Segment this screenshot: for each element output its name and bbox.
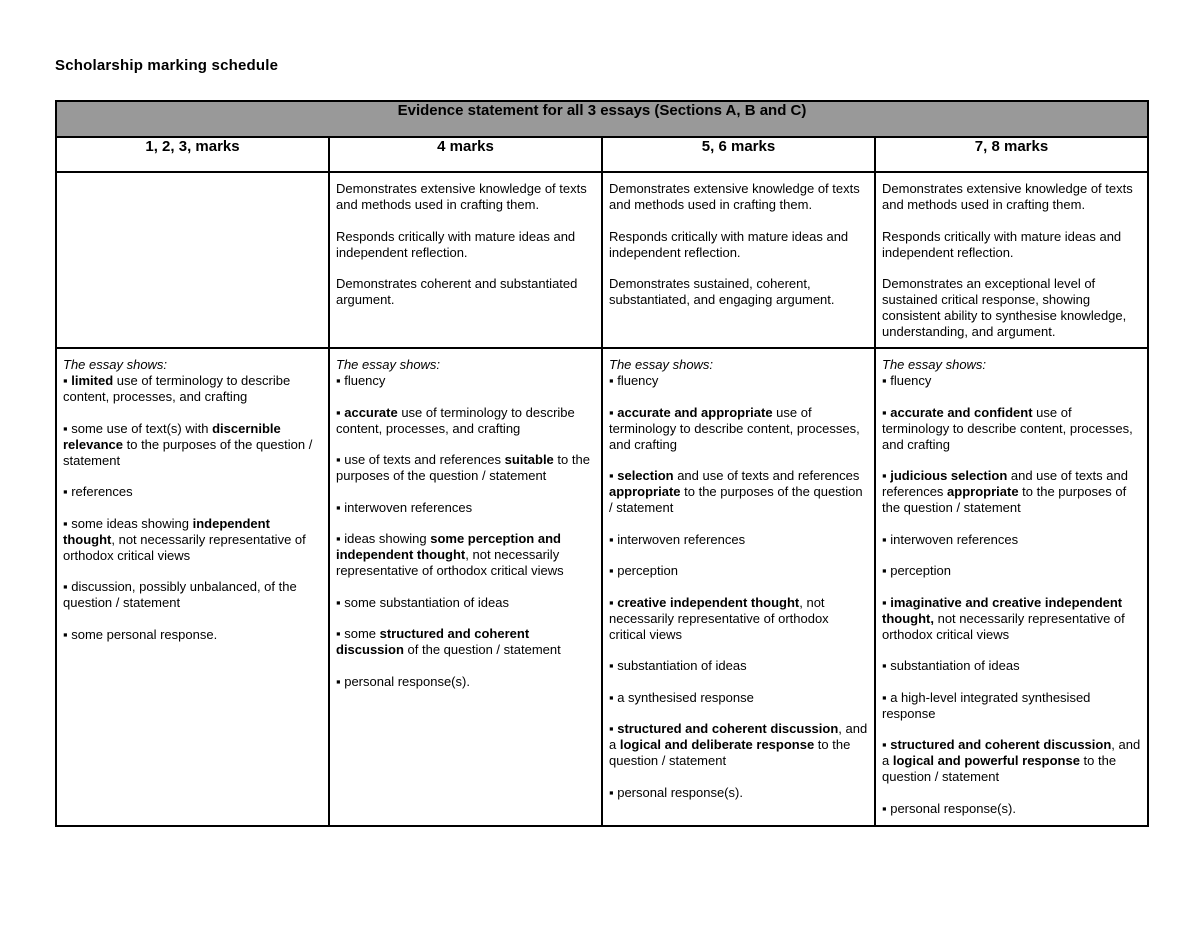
bullet-text: ▪	[882, 404, 891, 420]
bullet-text: ▪	[882, 594, 891, 610]
bullet-text: ▪ personal response(s).	[336, 673, 470, 689]
emphasis-text: independent thought	[63, 515, 270, 547]
evidence-list	[882, 373, 1141, 817]
bullet-text: ▪ perception	[882, 563, 951, 578]
column-header-7-8-marks: 7, 8 marks	[875, 137, 1148, 172]
bullet-text: ▪	[609, 404, 618, 420]
emphasis-text: limited	[71, 373, 114, 388]
emphasis-text: imaginative and creative independent thought,	[882, 594, 1123, 626]
evidence-bullet	[609, 721, 868, 769]
emphasis-text: logical and powerful response	[892, 753, 1080, 768]
evidence-bullet	[609, 405, 868, 453]
bullet-text: ▪ a synthesised response	[609, 689, 754, 705]
bullet-text: , not necessarily representative of orthodox critical views	[63, 531, 306, 563]
descriptor-text: Demonstrates sustained, coherent, substantiated, and engaging argument.	[609, 276, 835, 307]
evidence-bullet	[882, 658, 1141, 674]
evidence-bullet	[336, 405, 595, 437]
descriptor-cell-5-6-marks	[602, 172, 875, 348]
evidence-bullet	[882, 373, 1141, 389]
bullet-text: ▪ fluency	[336, 373, 386, 388]
bullet-text: and use of texts and references	[882, 468, 1128, 499]
bullet-text: ▪ substantiation of ideas	[609, 658, 747, 673]
bullet-text: to the question / statement	[882, 753, 1117, 784]
evidence-bullet	[609, 468, 868, 516]
evidence-bullet	[63, 373, 322, 405]
bullet-text: ▪	[609, 721, 618, 736]
evidence-bullet	[609, 595, 868, 643]
bullet-text: ▪	[609, 468, 618, 483]
bullet-text: ▪ personal response(s).	[882, 800, 1016, 816]
evidence-cell-7-8-marks	[875, 348, 1148, 826]
evidence-list	[63, 373, 322, 643]
evidence-list	[609, 373, 868, 801]
bullet-text: to the purposes of the question / statement	[336, 452, 590, 483]
marking-table	[55, 100, 1149, 827]
descriptor-text: Responds critically with mature ideas and independent reflection.	[336, 228, 576, 260]
evidence-cell-1-3-marks	[56, 348, 329, 826]
bullet-text: use of terminology to describe content, processes, and crafting	[63, 373, 291, 404]
column-headers	[56, 137, 1148, 172]
descriptor-row	[56, 172, 1148, 348]
essay-shows-label: The essay shows:	[609, 357, 714, 372]
bullet-text: , and a	[609, 721, 868, 752]
evidence-bullet	[63, 627, 322, 643]
evidence-bullet	[336, 674, 595, 690]
essay-shows-label: The essay shows:	[336, 357, 441, 372]
descriptor-text: Demonstrates extensive knowledge of texts and methods used in crafting them.	[336, 181, 587, 212]
bullet-text: ▪	[882, 468, 891, 483]
emphasis-text: accurate	[344, 404, 398, 420]
emphasis-text: structured and coherent discussion	[617, 721, 839, 736]
emphasis-text: judicious selection	[890, 468, 1008, 483]
evidence-bullet	[63, 421, 322, 469]
bullet-text: to the question / statement	[609, 737, 851, 768]
evidence-bullet	[63, 579, 322, 611]
page-title: Scholarship marking schedule	[55, 57, 279, 74]
descriptor-cell-4-marks	[329, 172, 602, 348]
emphasis-text: appropriate	[609, 484, 681, 499]
bullet-text: to the purposes of the question / statement	[609, 484, 863, 515]
descriptor-text: Demonstrates coherent and substantiated argument.	[336, 276, 578, 307]
evidence-bullet	[336, 595, 595, 611]
bullet-text: ▪	[609, 594, 618, 610]
evidence-bullet	[882, 801, 1141, 817]
bullet-text: ▪	[882, 737, 891, 752]
bullet-text: ▪	[63, 373, 72, 388]
emphasis-text: accurate and appropriate	[617, 404, 773, 420]
bullet-text: ▪ fluency	[609, 373, 659, 388]
evidence-cell-4-marks	[329, 348, 602, 826]
bullet-text: , and a	[882, 737, 1141, 768]
evidence-bullet	[882, 690, 1141, 722]
bullet-text: of the question / statement	[403, 642, 561, 657]
emphasis-text: creative independent thought	[617, 594, 800, 610]
evidence-row	[56, 348, 1148, 826]
evidence-bullet	[882, 468, 1141, 516]
evidence-bullet	[609, 658, 868, 674]
descriptor-text: Responds critically with mature ideas and independent reflection.	[882, 228, 1122, 260]
emphasis-text: accurate and confident	[890, 404, 1033, 420]
descriptor-cell-7-8-marks	[875, 172, 1148, 348]
bullet-text: not necessarily representative of orthodox critical views	[882, 610, 1125, 642]
bullet-text: ▪ interwoven references	[609, 531, 746, 547]
evidence-cell-5-6-marks	[602, 348, 875, 826]
emphasis-text: some perception and independent thought	[336, 531, 561, 562]
emphasis-text: appropriate	[947, 484, 1019, 499]
bullet-text: , not necessarily representative of orthodox critical views	[609, 594, 829, 642]
bullet-text: ▪ some ideas showing	[63, 515, 193, 531]
column-header-5-6-marks: 5, 6 marks	[602, 137, 875, 172]
bullet-text: ▪ perception	[609, 563, 678, 578]
bullet-text: to the purposes of the question / statement	[63, 436, 313, 468]
evidence-bullet	[63, 484, 322, 500]
bullet-text: ▪ use of texts and references	[336, 452, 505, 467]
bullet-text: , not necessarily representative of orthodox critical views	[336, 547, 564, 578]
emphasis-text: discernible relevance	[63, 420, 281, 452]
banner-heading: Evidence statement for all 3 essays (Sections A, B and C)	[56, 101, 1148, 137]
bullet-text: ▪ personal response(s).	[609, 784, 743, 800]
bullet-text: ▪ interwoven references	[336, 499, 473, 515]
bullet-text: ▪ substantiation of ideas	[882, 658, 1020, 673]
evidence-bullet	[882, 737, 1141, 785]
bullet-text: ▪ some use of text(s) with	[63, 420, 213, 436]
column-header-4-marks: 4 marks	[329, 137, 602, 172]
bullet-text: use of terminology to describe content, processes, and crafting	[609, 404, 860, 452]
evidence-bullet	[609, 563, 868, 579]
descriptor-text: Demonstrates an exceptional level of sustained critical response, showing consistent ability to synthesise knowledge, understanding, and argument.	[882, 276, 1127, 339]
evidence-list	[336, 373, 595, 690]
descriptor-cell-1-3-marks	[56, 172, 329, 348]
bullet-text: and use of texts and references	[673, 468, 860, 483]
evidence-bullet	[336, 452, 595, 484]
evidence-bullet	[882, 595, 1141, 643]
bullet-text: ▪ some substantiation of ideas	[336, 594, 509, 610]
bullet-text: ▪ some	[336, 626, 380, 641]
emphasis-text: logical and deliberate response	[619, 737, 815, 752]
essay-shows-label: The essay shows:	[63, 357, 168, 372]
descriptor-text: Demonstrates extensive knowledge of texts and methods used in crafting them.	[609, 181, 860, 212]
evidence-bullet	[609, 373, 868, 389]
evidence-bullet	[63, 516, 322, 564]
bullet-text: to the purposes of the question / statement	[882, 484, 1127, 515]
bullet-text: ▪ references	[63, 484, 133, 499]
emphasis-text: structured and coherent discussion	[890, 737, 1112, 752]
emphasis-text: suitable	[504, 452, 554, 467]
column-header-1-3-marks: 1, 2, 3, marks	[56, 137, 329, 172]
essay-shows-label: The essay shows:	[882, 357, 987, 372]
bullet-text: ▪ discussion, possibly unbalanced, of the question / statement	[63, 579, 297, 610]
bullet-text: ▪ some personal response.	[63, 626, 218, 642]
evidence-bullet	[336, 373, 595, 389]
bullet-text: ▪ a high-level integrated synthesised response	[882, 689, 1091, 721]
descriptor-text: Demonstrates extensive knowledge of texts and methods used in crafting them.	[882, 181, 1133, 212]
banner-row	[56, 101, 1148, 137]
bullet-text: ▪ ideas showing	[336, 531, 431, 546]
evidence-bullet	[609, 690, 868, 706]
bullet-text: ▪ interwoven references	[882, 531, 1019, 547]
emphasis-text: selection	[617, 468, 674, 483]
bullet-text: ▪	[336, 404, 345, 420]
evidence-bullet	[336, 626, 595, 658]
evidence-bullet	[882, 563, 1141, 579]
evidence-bullet	[336, 500, 595, 516]
descriptor-text: Responds critically with mature ideas and independent reflection.	[609, 228, 849, 260]
evidence-bullet	[882, 405, 1141, 453]
emphasis-text: structured and coherent discussion	[336, 626, 530, 657]
bullet-text: ▪ fluency	[882, 373, 932, 388]
bullet-text: use of terminology to describe content, processes, and crafting	[882, 404, 1133, 452]
evidence-bullet	[882, 532, 1141, 548]
evidence-bullet	[609, 532, 868, 548]
evidence-bullet	[609, 785, 868, 801]
bullet-text: use of terminology to describe content, processes, and crafting	[336, 404, 575, 436]
evidence-bullet	[336, 531, 595, 579]
